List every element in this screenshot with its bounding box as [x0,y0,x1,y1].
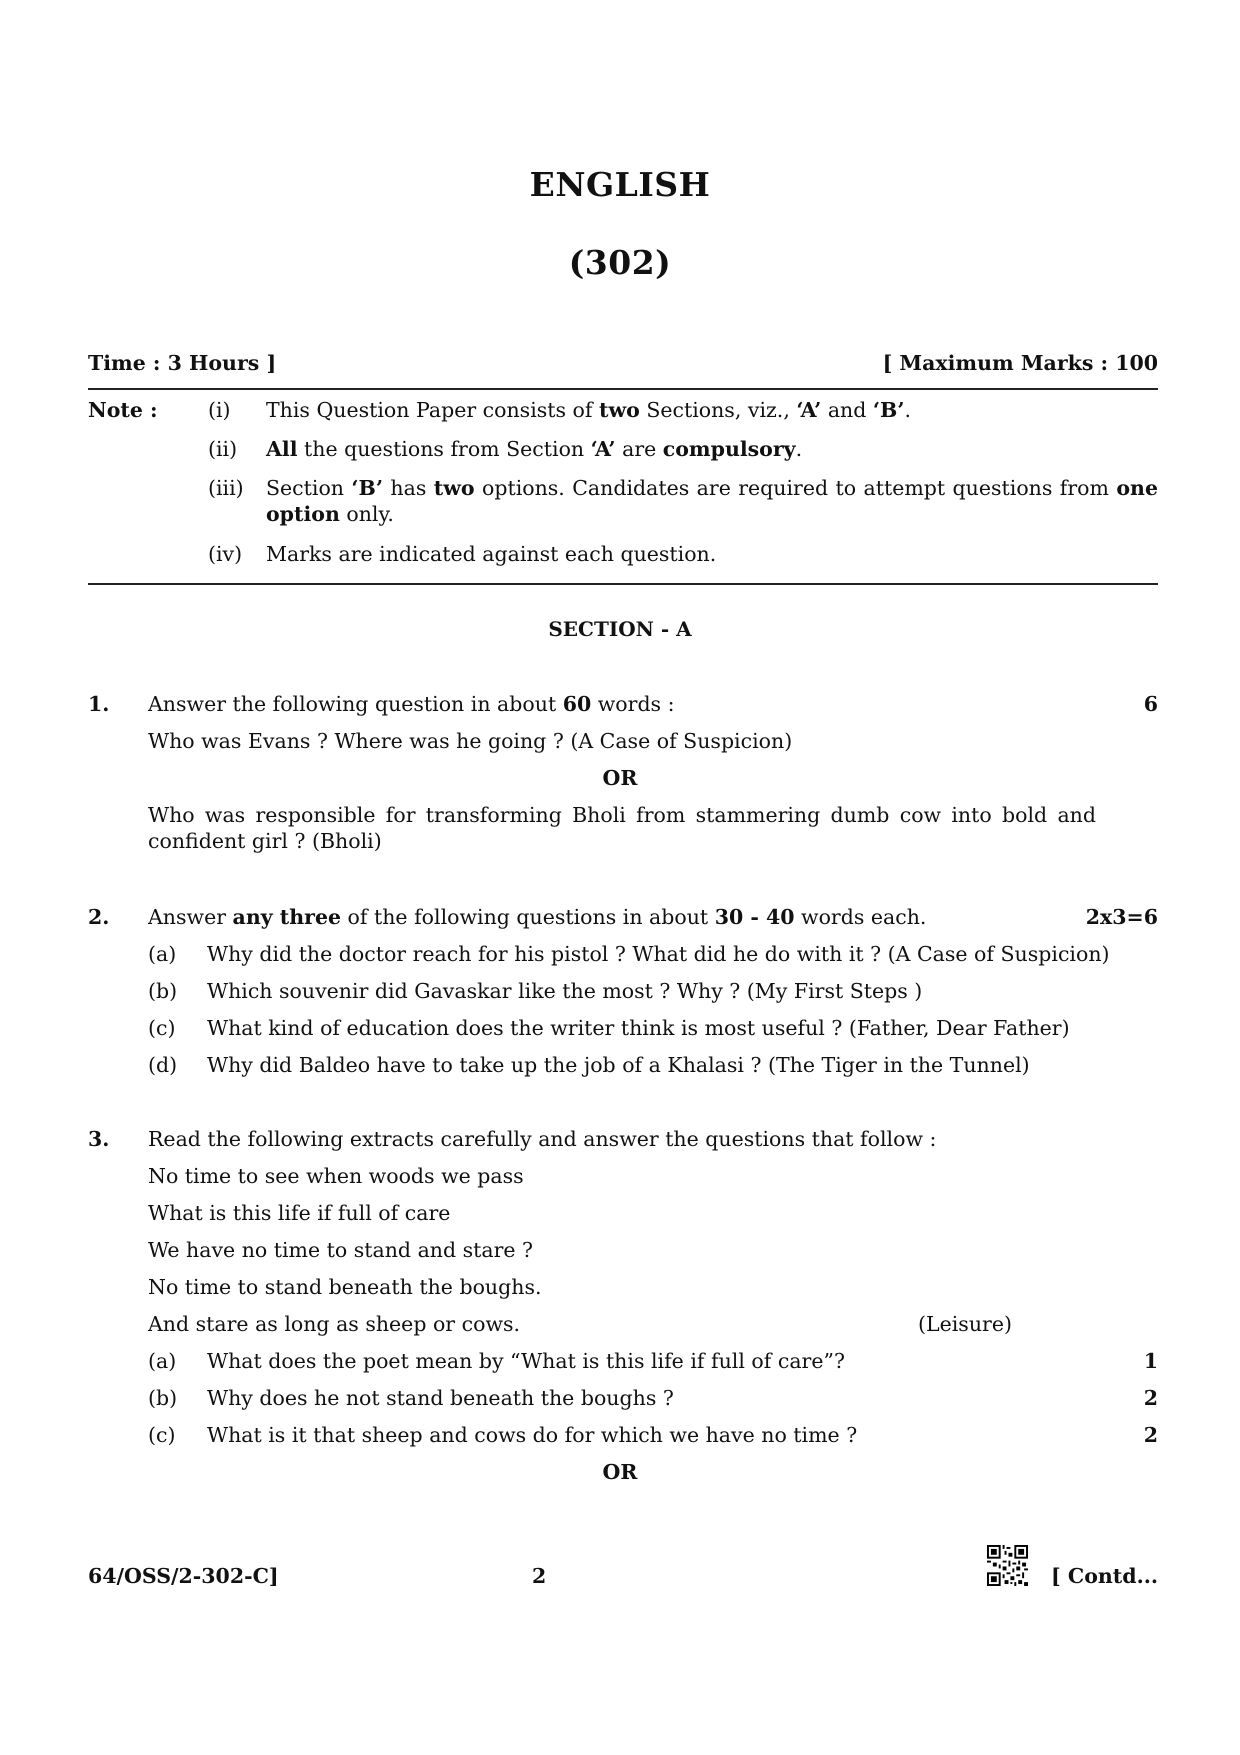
q2-number: 2. [88,905,110,929]
note-item-3: Section ‘B’ has two options. Candidates are required to attempt questions from one option only. [266,476,1158,526]
q1-marks: 6 [1143,692,1158,716]
q2-item-text: Why did the doctor reach for his pistol ? What did he do with it ? (A Case of Suspicion) [207,942,1110,966]
q3-item-label: (b) [148,1386,178,1410]
poem-line: No time to see when woods we pass [148,1164,524,1188]
poem-line: What is this life if full of care [148,1201,451,1225]
continued-label: [ Contd... [1051,1564,1158,1588]
note-item-4: Marks are indicated against each question. [266,542,717,566]
q2-item-label: (c) [148,1016,176,1040]
note-item-1: This Question Paper consists of two Sections, viz., ‘A’ and ‘B’. [266,398,912,422]
q3-item-marks: 1 [1143,1349,1158,1373]
poem-line: No time to stand beneath the boughs. [148,1275,542,1299]
note-num-4: (iv) [208,542,243,566]
q1-question-a: Who was Evans ? Where was he going ? (A Case of Suspicion) [148,729,793,753]
q1-question-b: Who was responsible for transforming Bholi from stammering dumb cow into bold and confident girl ? (Bholi) [148,803,1096,853]
q3-item-label: (c) [148,1423,176,1447]
header-rule-top [88,388,1158,390]
time-label: Time : 3 Hours ] [88,351,277,375]
q3-item-marks: 2 [1143,1386,1158,1410]
q3-item-label: (a) [148,1349,177,1373]
q3-item-text: What does the poet mean by “What is this life if full of care”? [207,1349,845,1373]
q2-item-label: (a) [148,942,177,966]
q2-item-text: Why did Baldeo have to take up the job of a Khalasi ? (The Tiger in the Tunnel) [207,1053,1030,1077]
poem-source: (Leisure) [918,1312,1012,1336]
subject-title: ENGLISH [529,165,711,204]
qr-code-icon [987,1545,1028,1586]
q2-marks: 2x3=6 [1085,905,1158,929]
note-item-2: All the questions from Section ‘A’ are compulsory. [266,437,803,461]
poem-line: And stare as long as sheep or cows. [148,1312,521,1336]
q2-item-text: Which souvenir did Gavaskar like the most ? Why ? (My First Steps ) [207,979,923,1003]
paper-code: 64/OSS/2-302-C] [88,1564,279,1588]
q2-item-label: (d) [148,1053,178,1077]
max-marks-label: [ Maximum Marks : 100 [882,351,1158,375]
poem-line: We have no time to stand and stare ? [148,1238,534,1262]
q1-or: OR [602,766,638,790]
q3-or: OR [602,1460,638,1484]
q2-item-text: What kind of education does the writer think is most useful ? (Father, Dear Father) [207,1016,1070,1040]
q1-prompt: Answer the following question in about 60 words : [148,692,675,716]
q3-prompt: Read the following extracts carefully and answer the questions that follow : [148,1127,937,1151]
subject-code: (302) [568,243,672,282]
q2-item-label: (b) [148,979,178,1003]
header-rule-bottom [88,583,1158,585]
note-label: Note : [88,398,158,422]
section-title: SECTION - A [548,617,692,641]
q3-item-text: Why does he not stand beneath the boughs ? [207,1386,674,1410]
q1-number: 1. [88,692,110,716]
q3-item-text: What is it that sheep and cows do for which we have no time ? [207,1423,858,1447]
note-num-2: (ii) [208,437,238,461]
note-num-1: (i) [208,398,231,422]
q2-prompt: Answer any three of the following questions in about 30 - 40 words each. [148,905,927,929]
q3-item-marks: 2 [1143,1423,1158,1447]
note-num-3: (iii) [208,476,244,500]
page-number: 2 [532,1564,547,1588]
q3-number: 3. [88,1127,110,1151]
